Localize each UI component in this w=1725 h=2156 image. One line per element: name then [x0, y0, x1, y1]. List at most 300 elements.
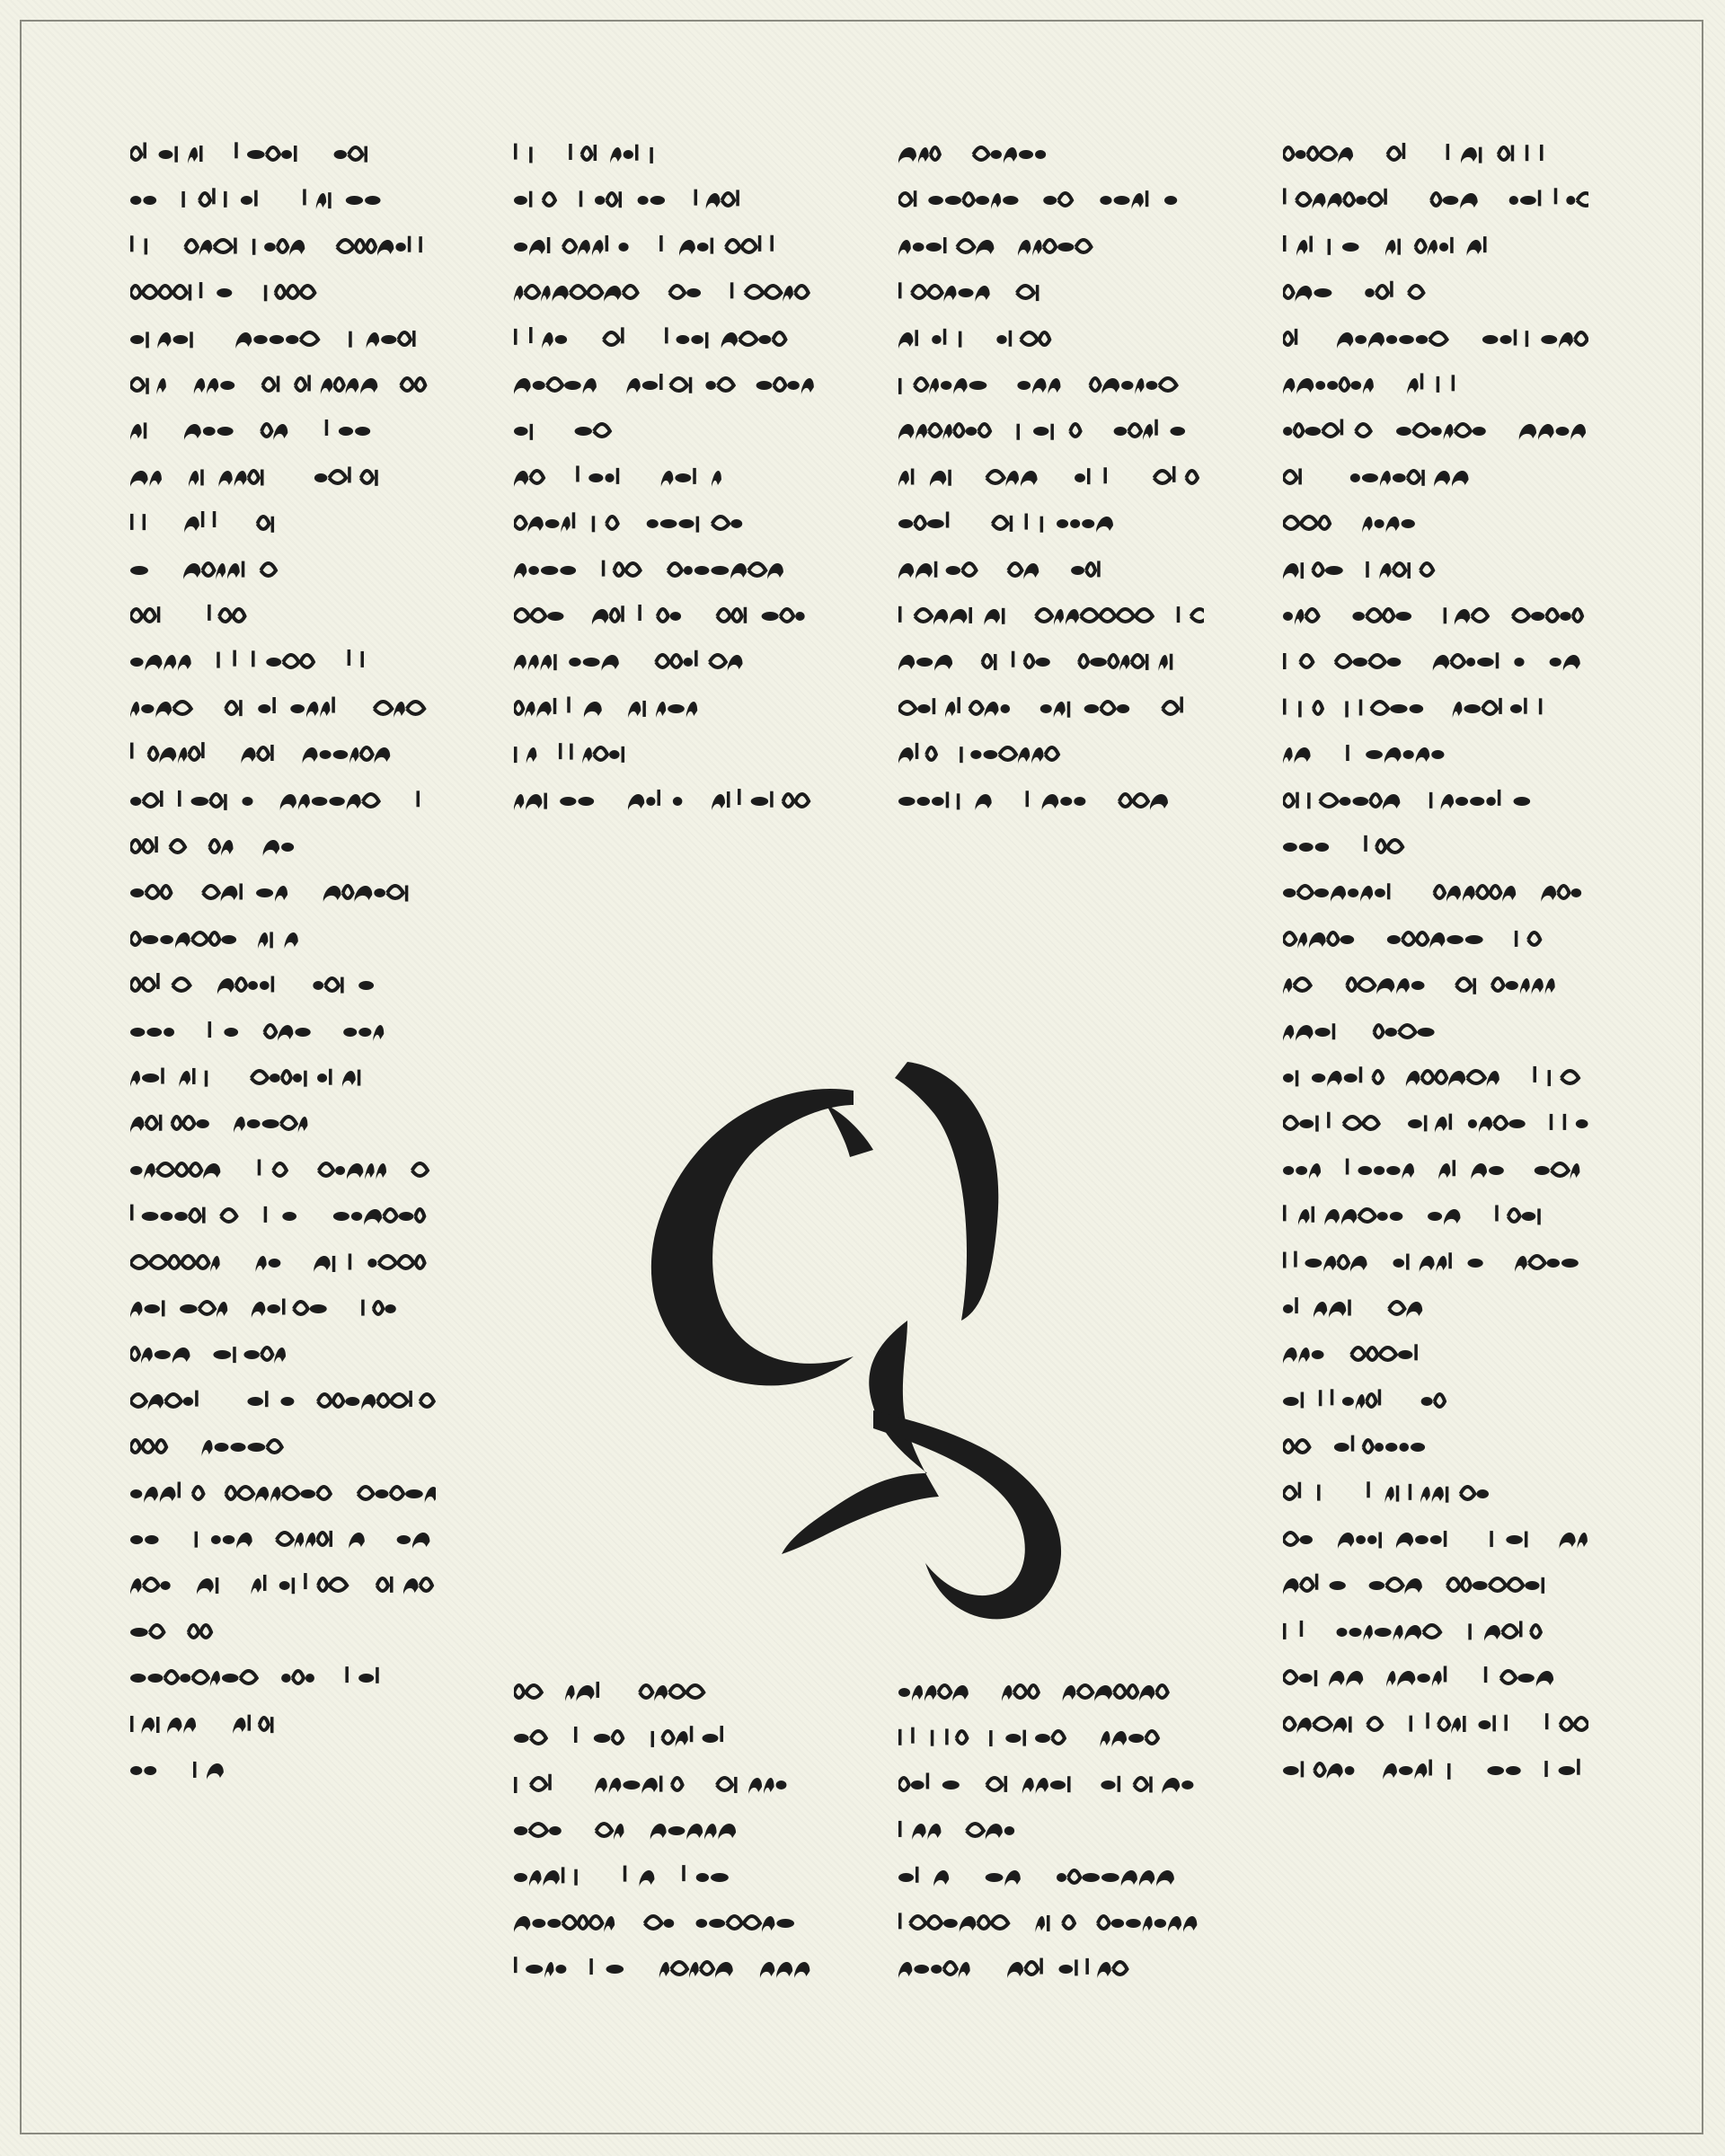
script-word — [397, 1533, 430, 1549]
script-word — [130, 566, 148, 575]
script-line — [130, 1241, 436, 1277]
script-line — [898, 1717, 1204, 1753]
script-word — [130, 1028, 174, 1037]
script-line — [130, 1518, 436, 1554]
script-line — [1283, 1703, 1588, 1739]
script-word — [252, 1299, 327, 1318]
script-line — [130, 1564, 436, 1600]
script-word — [209, 840, 233, 856]
script-line — [514, 733, 819, 769]
script-word — [1283, 1066, 1383, 1087]
script-word — [898, 561, 977, 579]
script-word — [514, 471, 544, 487]
script-word — [1364, 835, 1402, 853]
script-line — [1283, 1564, 1588, 1600]
script-word — [624, 1865, 655, 1886]
script-word — [604, 327, 624, 345]
script-word — [130, 514, 146, 530]
script-line — [898, 780, 1204, 816]
script-line — [898, 225, 1204, 261]
center-calligraphic-glyph — [638, 1051, 1087, 1626]
script-line — [1283, 1287, 1588, 1323]
script-word — [1389, 1302, 1422, 1318]
script-word — [1018, 240, 1091, 256]
script-word — [130, 1205, 236, 1224]
script-word — [665, 327, 785, 349]
script-line — [130, 780, 436, 816]
script-line — [130, 1657, 436, 1692]
script-word — [514, 1685, 542, 1698]
script-word — [1453, 698, 1543, 718]
script-line — [898, 1671, 1204, 1707]
script-word — [1438, 1160, 1504, 1180]
script-line — [1283, 780, 1588, 816]
script-word — [514, 1824, 562, 1836]
script-word — [1283, 884, 1390, 903]
script-word — [1283, 609, 1319, 625]
script-line — [1283, 1011, 1588, 1047]
script-word — [514, 747, 536, 764]
script-word — [1560, 1533, 1588, 1549]
script-word — [1283, 1716, 1382, 1733]
script-word — [262, 375, 377, 394]
script-word — [189, 1625, 211, 1638]
script-word — [1385, 236, 1487, 256]
script-word — [1075, 467, 1107, 484]
script-line — [1283, 410, 1588, 446]
script-word — [314, 1253, 424, 1272]
script-line — [898, 1948, 1204, 1984]
script-word — [130, 1068, 208, 1087]
script-word — [130, 1716, 196, 1734]
script-word — [375, 702, 425, 718]
script-word — [996, 330, 1049, 346]
script-word — [1008, 563, 1039, 579]
script-word — [1079, 654, 1172, 671]
script-word — [898, 1866, 949, 1886]
script-word — [989, 1730, 1065, 1746]
script-word — [193, 1762, 224, 1780]
script-line — [514, 1717, 819, 1753]
script-word — [898, 743, 936, 764]
script-word — [1283, 1574, 1346, 1595]
script-word — [1283, 843, 1329, 852]
script-line — [1283, 1611, 1588, 1647]
script-word — [1283, 328, 1297, 344]
script-line — [1283, 1102, 1588, 1138]
script-line — [1283, 733, 1588, 769]
script-word — [1283, 791, 1400, 809]
script-line — [130, 1287, 436, 1323]
script-word — [1114, 420, 1185, 440]
script-word — [252, 1573, 348, 1595]
script-word — [1362, 517, 1415, 533]
script-line — [130, 549, 436, 585]
script-line — [514, 410, 819, 446]
script-word — [1444, 607, 1488, 625]
script-word — [1550, 1114, 1588, 1130]
script-word — [1283, 1023, 1335, 1041]
script-word — [596, 1824, 624, 1840]
script-line — [898, 595, 1204, 631]
script-word — [514, 424, 533, 440]
script-word — [314, 466, 378, 485]
script-word — [1544, 1759, 1579, 1777]
script-word — [130, 331, 193, 349]
script-word — [569, 144, 653, 163]
script-word — [1351, 1345, 1418, 1361]
script-word — [1446, 144, 1544, 163]
script-line — [130, 133, 436, 169]
script-word — [898, 655, 952, 671]
script-word — [261, 424, 288, 440]
script-word — [130, 1115, 209, 1133]
script-word — [647, 517, 742, 533]
script-line — [514, 133, 819, 169]
script-word — [898, 328, 961, 348]
script-word — [1374, 1025, 1434, 1038]
script-word — [252, 1069, 361, 1087]
script-word — [1535, 1163, 1580, 1180]
script-line — [1283, 1149, 1588, 1185]
script-word — [575, 424, 610, 437]
script-word — [130, 655, 191, 671]
script-word — [1283, 147, 1353, 163]
script-word — [1026, 791, 1086, 810]
script-word — [130, 1578, 171, 1595]
script-line — [130, 871, 436, 907]
script-line — [1283, 964, 1588, 1000]
script-line — [130, 641, 436, 676]
script-word — [1283, 747, 1311, 764]
text-column-3-top — [898, 133, 1204, 995]
script-word — [514, 286, 638, 302]
script-word — [1100, 191, 1177, 210]
script-word — [1163, 696, 1183, 714]
script-line — [898, 410, 1204, 446]
script-line — [1283, 1472, 1588, 1508]
script-word — [1366, 561, 1433, 579]
script-word — [1365, 281, 1423, 298]
script-word — [1410, 1712, 1508, 1734]
script-line — [130, 964, 436, 1000]
script-word — [1283, 698, 1322, 717]
script-word — [1283, 1621, 1303, 1639]
script-line — [130, 1333, 436, 1369]
script-word — [233, 1714, 273, 1733]
script-word — [1007, 1958, 1127, 1978]
script-word — [574, 1727, 623, 1744]
script-word — [217, 650, 314, 668]
script-word — [1429, 789, 1530, 809]
script-word — [1406, 1071, 1499, 1087]
script-word — [264, 1025, 310, 1041]
script-line — [130, 1011, 436, 1047]
script-word — [1283, 517, 1330, 529]
script-line — [898, 318, 1204, 354]
script-word — [185, 237, 305, 255]
script-word — [1383, 1759, 1450, 1780]
script-line — [898, 456, 1204, 492]
script-word — [264, 285, 314, 301]
script-word — [960, 747, 1058, 764]
script-word — [645, 1916, 675, 1929]
script-word — [898, 512, 949, 529]
script-word — [213, 1348, 286, 1365]
script-word — [682, 1865, 729, 1882]
script-word — [595, 1775, 682, 1793]
script-line — [130, 595, 436, 631]
script-word — [303, 747, 391, 764]
script-word — [1283, 562, 1343, 579]
script-word — [1407, 373, 1455, 394]
script-word — [982, 651, 1049, 670]
script-word — [130, 932, 236, 949]
script-word — [130, 423, 146, 441]
script-word — [130, 1671, 257, 1687]
script-word — [1346, 745, 1444, 764]
script-word — [1468, 1621, 1541, 1641]
script-word — [183, 561, 276, 579]
script-word — [226, 1487, 330, 1503]
script-word — [898, 468, 951, 486]
script-word — [130, 702, 191, 718]
script-word — [1017, 378, 1060, 394]
script-line — [1283, 871, 1588, 907]
script-word — [1495, 1206, 1541, 1225]
script-word — [1283, 1112, 1379, 1132]
script-word — [234, 142, 296, 162]
script-word — [184, 511, 216, 533]
script-word — [208, 605, 244, 622]
script-word — [348, 649, 364, 667]
text-column-3-bottom — [898, 1671, 1204, 1976]
script-word — [130, 378, 166, 394]
script-line — [1283, 179, 1588, 215]
script-word — [242, 745, 274, 764]
script-word — [358, 1487, 436, 1503]
script-word — [514, 1957, 566, 1979]
script-word — [1283, 378, 1374, 394]
script-word — [651, 1726, 723, 1747]
text-column-4 — [1283, 133, 1588, 1975]
script-word — [1335, 655, 1401, 667]
script-word — [514, 792, 594, 809]
script-line — [1283, 1749, 1588, 1785]
script-line — [130, 1149, 436, 1185]
script-line — [1283, 1056, 1588, 1092]
script-word — [1513, 609, 1582, 622]
script-word — [1283, 235, 1359, 256]
text-column-2-bottom — [514, 1671, 819, 1976]
script-line — [1283, 1657, 1588, 1692]
script-word — [280, 794, 379, 810]
script-word — [130, 1163, 220, 1180]
script-line — [514, 641, 819, 676]
script-word — [973, 147, 1046, 163]
script-line — [898, 133, 1204, 169]
script-word — [1387, 143, 1405, 160]
script-word — [1484, 1666, 1553, 1687]
script-word — [130, 471, 162, 487]
script-word — [1017, 285, 1039, 301]
script-word — [1002, 1685, 1039, 1701]
script-word — [277, 1531, 365, 1549]
script-word — [514, 144, 533, 163]
script-word — [1487, 1766, 1520, 1775]
script-line — [898, 364, 1204, 400]
script-line — [898, 733, 1204, 769]
script-word — [1337, 1625, 1441, 1641]
script-line — [1283, 502, 1588, 538]
script-word — [898, 1913, 1008, 1932]
script-word — [256, 1256, 281, 1272]
script-word — [559, 743, 624, 764]
script-word — [1283, 286, 1331, 302]
script-word — [130, 1481, 203, 1503]
script-word — [1283, 978, 1311, 994]
script-line — [898, 1856, 1204, 1892]
script-word — [1040, 702, 1129, 718]
script-word — [303, 190, 380, 210]
script-word — [628, 789, 682, 809]
script-word — [1283, 189, 1387, 210]
script-word — [514, 513, 618, 534]
script-line — [514, 456, 819, 492]
script-line — [1283, 918, 1588, 954]
script-word — [730, 283, 809, 303]
script-word — [1456, 978, 1555, 994]
script-line — [130, 1611, 436, 1647]
script-word — [226, 696, 335, 717]
script-word — [194, 378, 234, 394]
script-word — [1490, 1531, 1527, 1547]
script-line — [514, 179, 819, 215]
script-word — [640, 1685, 703, 1701]
script-line — [130, 918, 436, 954]
script-word — [202, 1440, 282, 1456]
script-word — [1154, 466, 1198, 483]
script-word — [1090, 378, 1176, 394]
script-line — [514, 1856, 819, 1892]
script-line — [1283, 1195, 1588, 1231]
script-line — [1283, 225, 1588, 261]
script-word — [1283, 1481, 1321, 1500]
script-line — [514, 1671, 819, 1707]
script-word — [514, 1916, 615, 1932]
script-word — [589, 1958, 624, 1975]
script-word — [1482, 329, 1588, 348]
script-word — [592, 605, 681, 625]
script-word — [1393, 1252, 1482, 1272]
script-word — [130, 606, 160, 623]
script-word — [263, 840, 294, 856]
script-word — [334, 146, 367, 163]
script-word — [694, 190, 739, 209]
script-word — [659, 1962, 733, 1978]
script-line — [130, 225, 436, 261]
script-word — [1098, 1916, 1198, 1932]
script-line — [1283, 133, 1588, 169]
script-word — [1283, 1533, 1313, 1545]
script-word — [1283, 1440, 1309, 1453]
script-word — [401, 378, 425, 391]
script-word — [565, 1682, 599, 1701]
script-word — [181, 189, 257, 208]
script-line — [130, 1380, 436, 1416]
script-word — [1101, 1776, 1193, 1794]
script-word — [130, 282, 232, 301]
script-word — [130, 742, 205, 764]
script-word — [669, 286, 701, 298]
script-line — [514, 1902, 819, 1938]
script-line — [130, 502, 436, 538]
script-word — [1177, 606, 1204, 623]
script-line — [1283, 1426, 1588, 1462]
script-word — [898, 424, 990, 440]
script-word — [1071, 561, 1101, 577]
script-word — [1283, 1163, 1321, 1180]
script-word — [1283, 1297, 1351, 1318]
script-word — [361, 1300, 396, 1316]
script-word — [967, 1824, 1014, 1840]
script-line — [130, 1056, 436, 1092]
script-line — [898, 1763, 1204, 1799]
script-word — [1043, 193, 1072, 206]
script-line — [898, 1809, 1204, 1845]
script-word — [514, 696, 602, 718]
script-word — [1386, 1666, 1446, 1688]
script-word — [130, 1625, 164, 1638]
script-word — [1016, 424, 1080, 440]
script-word — [898, 237, 994, 256]
script-word — [514, 378, 597, 394]
script-word — [377, 1577, 433, 1595]
script-word — [1283, 1670, 1363, 1687]
script-word — [412, 1163, 428, 1176]
script-word — [514, 1774, 552, 1793]
script-word — [1447, 1577, 1544, 1594]
script-word — [1334, 1436, 1425, 1453]
script-word — [203, 884, 288, 903]
script-word — [130, 790, 253, 809]
script-line — [1283, 364, 1588, 400]
script-word — [1396, 424, 1486, 440]
script-word — [337, 235, 422, 255]
script-word — [323, 886, 409, 902]
script-word — [1283, 468, 1302, 484]
script-line — [130, 271, 436, 307]
script-word — [514, 1731, 546, 1744]
script-line — [514, 271, 819, 307]
script-line — [1283, 318, 1588, 354]
script-word — [898, 606, 1004, 625]
script-word — [1434, 886, 1516, 902]
script-line — [514, 687, 819, 723]
script-word — [258, 932, 298, 949]
script-line — [898, 641, 1204, 676]
script-word — [195, 1532, 252, 1549]
script-word — [1283, 1348, 1324, 1364]
script-word — [130, 196, 156, 205]
script-word — [1345, 699, 1423, 717]
script-word — [325, 420, 370, 436]
script-word — [1119, 794, 1168, 810]
script-line — [130, 318, 436, 354]
script-word — [1283, 1206, 1402, 1226]
script-line — [130, 410, 436, 446]
script-word — [130, 1300, 227, 1318]
